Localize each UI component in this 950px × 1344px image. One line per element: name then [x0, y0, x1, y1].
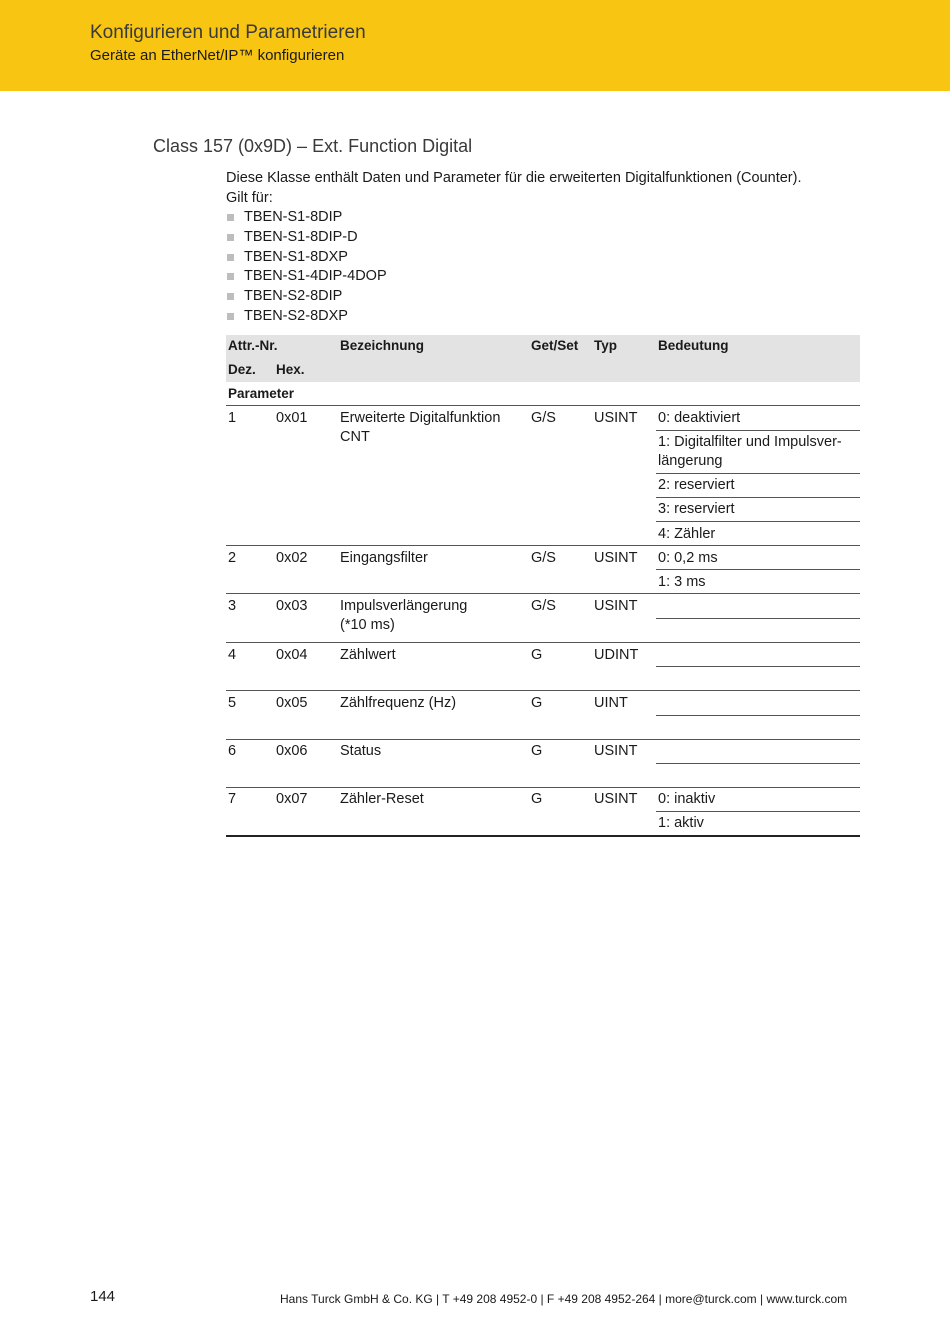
- cell-hex: 0x05: [276, 695, 308, 711]
- cell-typ: USINT: [594, 410, 638, 426]
- list-item: TBEN-S2-8DIP: [226, 287, 801, 307]
- cell-bezeichnung: Zählfrequenz (Hz): [340, 695, 457, 711]
- sub-divider: [656, 473, 860, 474]
- table-bottom-rule: [226, 835, 860, 837]
- row-divider: [226, 690, 860, 691]
- header-hex: Hex.: [276, 362, 305, 377]
- cell-get-set: G/S: [531, 550, 556, 566]
- cell-typ: UINT: [594, 695, 628, 711]
- row-divider: [226, 642, 860, 643]
- device-list: [226, 208, 801, 327]
- footer-contact: Hans Turck GmbH & Co. KG | T +49 208 4952-0 | F +49 208 4952-264 | more@turck.com | www.turck.com: [280, 1292, 848, 1306]
- cell-bezeichnung: Zählwert: [340, 647, 396, 663]
- square-bullet-icon: [227, 214, 234, 221]
- page-header: [0, 0, 950, 91]
- cell-bedeutung: 0: 0,2 ms: [658, 550, 718, 566]
- cell-get-set: G: [531, 647, 543, 663]
- list-item: TBEN-S1-8DIP: [226, 208, 801, 228]
- cell-bezeichnung: Zähler-Reset: [340, 791, 424, 807]
- header-dez: Dez.: [228, 362, 256, 377]
- cell-hex: 0x06: [276, 743, 308, 759]
- sub-divider: [656, 715, 860, 716]
- cell-hex: 0x04: [276, 647, 308, 663]
- row-divider: [226, 405, 860, 406]
- cell-bedeutung: 0: deaktiviert: [658, 410, 741, 426]
- list-item: TBEN-S1-4DIP-4DOP: [226, 267, 801, 287]
- cell-hex: 0x01: [276, 410, 308, 426]
- cell-dez: 4: [228, 647, 237, 663]
- sub-divider: [656, 618, 860, 619]
- cell-dez: 1: [228, 410, 237, 426]
- square-bullet-icon: [227, 273, 234, 280]
- sub-divider: [656, 521, 860, 522]
- row-divider: [226, 787, 860, 788]
- cell-bedeutung: 1: 3 ms: [658, 574, 706, 590]
- cell-dez: 2: [228, 550, 237, 566]
- row-divider: [226, 739, 860, 740]
- sub-divider: [656, 763, 860, 764]
- header-get-set: Get/Set: [531, 338, 579, 353]
- header-subtitle: Geräte an EtherNet/IP™ konfigurieren: [90, 47, 345, 64]
- cell-get-set: G: [531, 791, 543, 807]
- cell-dez: 6: [228, 743, 237, 759]
- square-bullet-icon: [227, 254, 234, 261]
- cell-bezeichnung: Status: [340, 743, 382, 759]
- header-attr-nr: Attr.-Nr.: [228, 338, 278, 353]
- cell-typ: USINT: [594, 743, 638, 759]
- cell-bezeichnung-cont: (*10 ms): [340, 617, 395, 633]
- cell-hex: 0x02: [276, 550, 308, 566]
- sub-divider: [656, 666, 860, 667]
- cell-typ: USINT: [594, 791, 638, 807]
- cell-typ: USINT: [594, 598, 638, 614]
- cell-get-set: G/S: [531, 598, 556, 614]
- sub-divider: [656, 811, 860, 812]
- cell-get-set: G: [531, 695, 543, 711]
- row-divider: [226, 545, 860, 546]
- page-number: 144: [90, 1288, 116, 1305]
- list-item: TBEN-S1-8DIP-D: [226, 228, 801, 248]
- cell-bedeutung: 1: aktiv: [658, 815, 704, 831]
- class-description: Diese Klasse enthält Daten und Parameter für die erweiterten Digitalfunktionen (Counter).: [226, 170, 802, 186]
- cell-typ: USINT: [594, 550, 638, 566]
- cell-dez: 7: [228, 791, 237, 807]
- square-bullet-icon: [227, 313, 234, 320]
- cell-get-set: G: [531, 743, 543, 759]
- header-bezeichnung: Bezeichnung: [340, 338, 425, 353]
- intro-block: [226, 169, 801, 327]
- cell-bezeichnung: Erweiterte Digitalfunktion: [340, 410, 501, 426]
- cell-bezeichnung-cont: CNT: [340, 429, 370, 445]
- list-item: TBEN-S2-8DXP: [226, 307, 801, 327]
- cell-get-set: G/S: [531, 410, 556, 426]
- sub-divider: [656, 430, 860, 431]
- sub-divider: [656, 569, 860, 570]
- group-label-parameter: Parameter: [228, 386, 295, 401]
- cell-bedeutung: 2: reserviert: [658, 477, 735, 493]
- cell-bedeutung: 3: reserviert: [658, 501, 735, 517]
- cell-dez: 3: [228, 598, 237, 614]
- cell-hex: 0x03: [276, 598, 308, 614]
- cell-bedeutung-cont: längerung: [658, 453, 723, 469]
- square-bullet-icon: [227, 293, 234, 300]
- list-item: TBEN-S1-8DXP: [226, 248, 801, 268]
- applies-to-label: Gilt für:: [226, 189, 273, 206]
- row-divider: [226, 593, 860, 594]
- cell-bezeichnung: Eingangsfilter: [340, 550, 428, 566]
- cell-bedeutung: 1: Digitalfilter und Impulsver-: [658, 434, 842, 450]
- cell-bedeutung: 4: Zähler: [658, 526, 716, 542]
- header-typ: Typ: [594, 338, 617, 353]
- section-title: Class 157 (0x9D) – Ext. Function Digital: [153, 136, 473, 156]
- cell-hex: 0x07: [276, 791, 308, 807]
- square-bullet-icon: [227, 234, 234, 241]
- sub-divider: [656, 497, 860, 498]
- cell-typ: UDINT: [594, 647, 639, 663]
- header-bedeutung: Bedeutung: [658, 338, 729, 353]
- cell-bedeutung: 0: inaktiv: [658, 791, 716, 807]
- header-title: Konfigurieren und Parametrieren: [90, 22, 366, 43]
- cell-dez: 5: [228, 695, 237, 711]
- cell-bezeichnung: Impulsverlängerung: [340, 598, 468, 614]
